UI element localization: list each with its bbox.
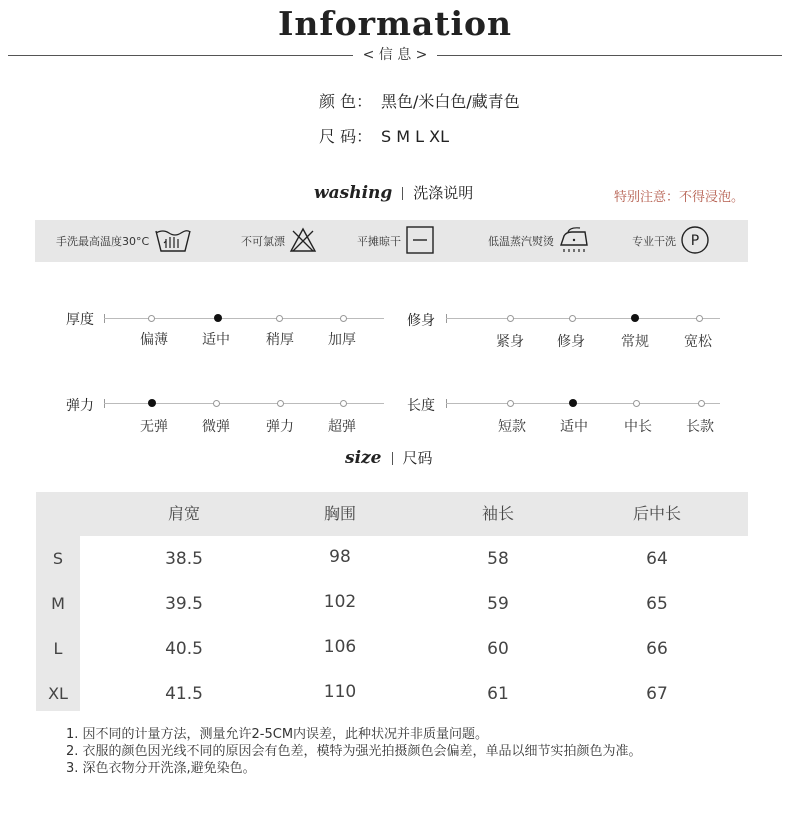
length-scale-line <box>446 403 720 404</box>
wash-item-label: 不可氯漂 <box>241 235 285 248</box>
length-option: 中长 <box>624 419 652 435</box>
thickness-option: 偏薄 <box>140 332 168 348</box>
color-value: 黑色/米白色/藏青色 <box>381 92 520 111</box>
note-item: 2. 衣服的颜色因光线不同的原因会有色差，模特为强光拍摄颜色会偏差，单品以细节实拍颜色为准。 <box>66 744 642 759</box>
fit-option: 常规 <box>621 334 649 350</box>
fit-option: 修身 <box>557 334 585 350</box>
dry-clean-icon <box>676 225 710 258</box>
thickness-option: 稍厚 <box>266 332 294 348</box>
table-cell: 39.5 <box>165 594 203 614</box>
note-item: 1. 因不同的计量方法，测量允许2-5CM内误差，此种状况并非质量问题。 <box>66 727 489 742</box>
wash-item-hand-wash <box>56 220 193 262</box>
table-cell: 110 <box>323 682 357 702</box>
scale-dot <box>276 315 283 322</box>
thickness-label: 厚度 <box>66 312 94 328</box>
color-label: 颜 色： <box>319 92 373 111</box>
length-option: 适中 <box>560 419 588 435</box>
size-value: S M L XL <box>381 127 450 146</box>
scale-dot <box>340 315 347 322</box>
note-item: 3. 深色衣物分开洗涤,避免染色。 <box>66 761 256 776</box>
fit-label: 修身 <box>407 313 435 329</box>
column-header: 肩宽 <box>167 504 200 523</box>
size-title: 尺码 <box>402 449 433 467</box>
scale-dot <box>340 400 347 407</box>
no-bleach-icon <box>285 227 317 256</box>
page-subtitle: < 信 息 > <box>362 47 428 63</box>
scale-dot-selected <box>214 314 222 322</box>
wash-item-label: 平摊晾干 <box>357 235 401 248</box>
washing-notice: 特别注意：不得浸泡。 <box>614 190 745 205</box>
elasticity-option: 弹力 <box>266 419 294 435</box>
wash-item-no-bleach <box>241 220 317 262</box>
table-cell: 58 <box>487 549 509 569</box>
table-cell: 60 <box>487 639 509 659</box>
scale-dot-selected <box>569 399 577 407</box>
length-label: 长度 <box>407 398 435 414</box>
fit-scale-line <box>446 318 720 319</box>
column-header: 袖长 <box>481 504 514 523</box>
washing-title: 洗涤说明 <box>413 184 474 202</box>
thickness-option: 适中 <box>202 332 230 348</box>
table-cell: 65 <box>646 594 668 614</box>
wash-item-dry-clean <box>632 220 710 262</box>
size-section-header <box>345 447 433 468</box>
table-cell: 106 <box>323 637 357 657</box>
scale-dot-selected <box>631 314 639 322</box>
table-cell: 38.5 <box>165 549 203 569</box>
dry-clean-icon-letter: P <box>690 232 700 249</box>
wash-item-steam-iron <box>488 220 590 262</box>
scale-dot <box>277 400 284 407</box>
wash-item-label: 手洗最高温度30°C <box>56 235 150 248</box>
column-header: 后中长 <box>632 504 681 523</box>
fit-option: 宽松 <box>684 334 712 350</box>
scale-dot <box>507 315 514 322</box>
elasticity-option: 微弹 <box>202 419 230 435</box>
thickness-option: 加厚 <box>328 332 356 348</box>
scale-dot <box>633 400 640 407</box>
dry-flat-icon <box>401 226 435 257</box>
scale-dot <box>507 400 514 407</box>
size-script-title: size <box>345 448 382 468</box>
row-header: S <box>52 549 64 568</box>
washing-script-title: washing <box>314 183 393 203</box>
scale-dot <box>148 315 155 322</box>
row-header: L <box>53 639 63 658</box>
size-row <box>319 124 449 147</box>
length-option: 长款 <box>686 419 714 435</box>
wash-item-label: 专业干洗 <box>632 235 676 248</box>
color-row <box>319 89 520 112</box>
elasticity-option: 超弹 <box>328 419 356 435</box>
table-cell: 61 <box>487 684 509 704</box>
scale-dot <box>696 315 703 322</box>
scale-dot <box>569 315 576 322</box>
wash-item-label: 低温蒸汽熨烫 <box>488 235 554 248</box>
row-header: M <box>51 594 65 613</box>
table-cell: 41.5 <box>165 684 203 704</box>
header-separator <box>402 187 403 200</box>
size-label: 尺 码： <box>319 127 373 146</box>
table-cell: 59 <box>487 594 509 614</box>
table-cell: 67 <box>646 684 668 704</box>
table-cell: 98 <box>329 547 351 567</box>
table-cell: 40.5 <box>165 639 203 659</box>
scale-dot <box>213 400 220 407</box>
row-header: XL <box>48 684 68 703</box>
page-title: Information <box>277 4 513 43</box>
scale-dot <box>698 400 705 407</box>
wash-item-dry-flat <box>357 220 435 262</box>
elasticity-label: 弹力 <box>66 398 94 414</box>
table-cell: 66 <box>646 639 668 659</box>
header-separator <box>392 452 393 465</box>
scale-dot-selected <box>148 399 156 407</box>
table-cell: 102 <box>323 592 357 612</box>
column-header: 胸围 <box>323 504 356 523</box>
table-cell: 64 <box>646 549 668 569</box>
fit-option: 紧身 <box>496 334 524 350</box>
washing-section-header <box>314 182 473 203</box>
elasticity-option: 无弹 <box>140 419 168 435</box>
length-option: 短款 <box>498 419 526 435</box>
hand-wash-icon <box>149 226 193 257</box>
steam-iron-icon <box>554 226 590 257</box>
